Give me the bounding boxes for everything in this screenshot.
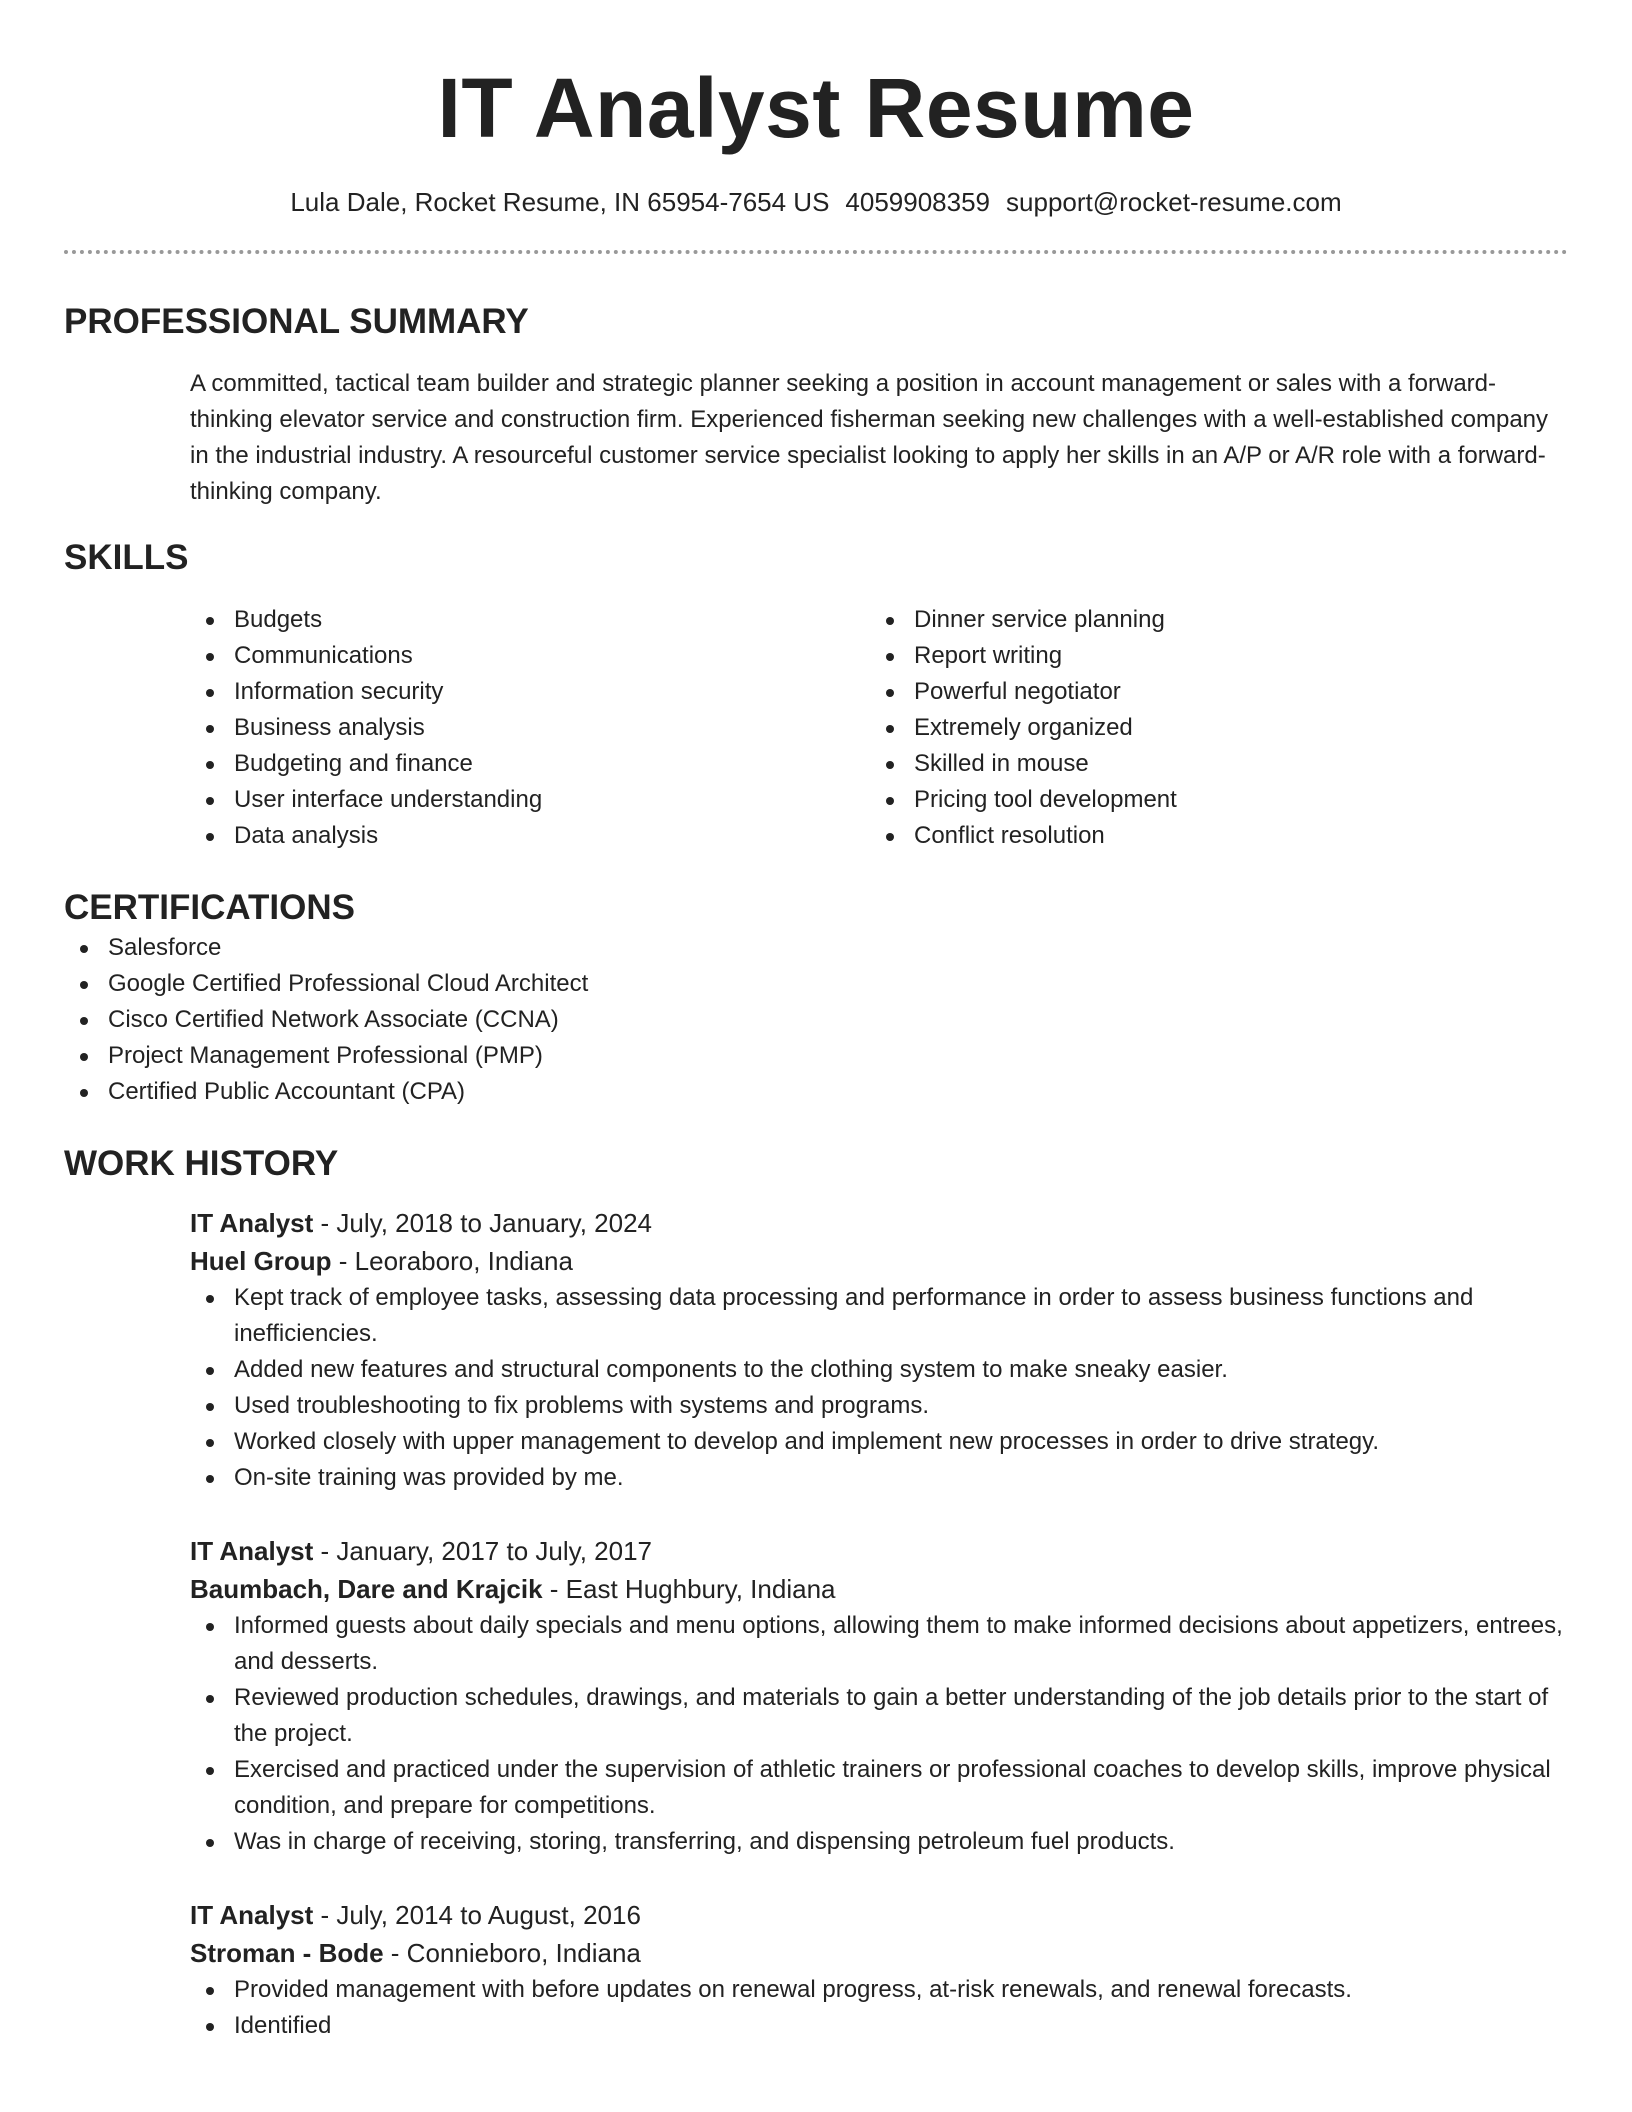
- skill-item: Business analysis: [190, 710, 870, 746]
- job-bullets: [190, 1608, 1568, 1860]
- job-bullet: Exercised and practiced under the supervision of athletic trainers or professional coaches to develop skills, improve physical condition, and prepare for competitions.: [190, 1752, 1568, 1824]
- job-bullets: [190, 1280, 1568, 1496]
- job-company-line: [190, 1242, 1568, 1280]
- job-bullet: Identified: [190, 2008, 1568, 2044]
- certification-item: Certified Public Accountant (CPA): [64, 1074, 1568, 1110]
- skill-item: Skilled in mouse: [870, 746, 1550, 782]
- skill-item: Budgets: [190, 602, 870, 638]
- job-title-line: [190, 1532, 1568, 1570]
- job-bullets: [190, 1972, 1568, 2044]
- certification-item: Google Certified Professional Cloud Architect: [64, 966, 1568, 1002]
- job-dates: - July, 2018 to January, 2024: [313, 1208, 652, 1238]
- job-bullet: Provided management with before updates on renewal progress, at-risk renewals, and renewal forecasts.: [190, 1972, 1568, 2008]
- job-bullet: Added new features and structural components to the clothing system to make sneaky easier.: [190, 1352, 1568, 1388]
- skills-grid: [190, 602, 1568, 854]
- summary-heading: PROFESSIONAL SUMMARY: [64, 302, 529, 341]
- skill-item: Budgeting and finance: [190, 746, 870, 782]
- job-bullet: Reviewed production schedules, drawings, and materials to gain a better understanding of the job details prior to the start of the project.: [190, 1680, 1568, 1752]
- work-history-heading: WORK HISTORY: [64, 1144, 339, 1183]
- job-company: Baumbach, Dare and Krajcik: [190, 1574, 543, 1604]
- job-title: IT Analyst: [190, 1900, 314, 1930]
- job-bullet: Worked closely with upper management to develop and implement new processes in order to drive strategy.: [190, 1424, 1568, 1460]
- job-bullet: Informed guests about daily specials and menu options, allowing them to make informed decisions about appetizers, entrees, and desserts.: [190, 1608, 1568, 1680]
- certification-item: Cisco Certified Network Associate (CCNA): [64, 1002, 1568, 1038]
- job-bullet: Used troubleshooting to fix problems with systems and programs.: [190, 1388, 1568, 1424]
- skill-item: Conflict resolution: [870, 818, 1550, 854]
- job-location: - East Hughbury, Indiana: [542, 1574, 836, 1604]
- job-dates: - January, 2017 to July, 2017: [313, 1536, 652, 1566]
- certification-item: Project Management Professional (PMP): [64, 1038, 1568, 1074]
- job-location: - Leoraboro, Indiana: [331, 1246, 573, 1276]
- job-dates: - July, 2014 to August, 2016: [313, 1900, 641, 1930]
- job-bullet: On-site training was provided by me.: [190, 1460, 1568, 1496]
- skill-item: Information security: [190, 674, 870, 710]
- skill-item: Extremely organized: [870, 710, 1550, 746]
- job-entry: [190, 1896, 1568, 2044]
- skills-column-right: [870, 602, 1550, 854]
- skills-list-left: [190, 602, 870, 854]
- skills-heading: SKILLS: [64, 538, 189, 577]
- certification-item: Salesforce: [64, 930, 1568, 966]
- skill-item: Data analysis: [190, 818, 870, 854]
- header-divider: [64, 250, 1568, 254]
- skill-item: Powerful negotiator: [870, 674, 1550, 710]
- skills-column-left: [190, 602, 870, 854]
- skill-item: Dinner service planning: [870, 602, 1550, 638]
- resume-title: IT Analyst Resume: [437, 61, 1195, 155]
- skill-item: Pricing tool development: [870, 782, 1550, 818]
- contact-email: support@rocket-resume.com: [1006, 187, 1342, 217]
- job-title-line: [190, 1204, 1568, 1242]
- contact-phone: 4059908359: [845, 187, 991, 217]
- certifications-list: [64, 930, 1568, 1110]
- job-title: IT Analyst: [190, 1536, 314, 1566]
- skill-item: Report writing: [870, 638, 1550, 674]
- skill-item: Communications: [190, 638, 870, 674]
- job-entry: [190, 1532, 1568, 1860]
- skill-item: User interface understanding: [190, 782, 870, 818]
- job-company: Huel Group: [190, 1246, 332, 1276]
- job-location: - Connieboro, Indiana: [383, 1938, 641, 1968]
- job-bullet: Kept track of employee tasks, assessing data processing and performance in order to assess business functions and inefficiencies.: [190, 1280, 1568, 1352]
- contact-address: Lula Dale, Rocket Resume, IN 65954-7654 US: [290, 187, 830, 217]
- job-entry: [190, 1204, 1568, 1496]
- job-bullet: Was in charge of receiving, storing, transferring, and dispensing petroleum fuel products.: [190, 1824, 1568, 1860]
- job-title: IT Analyst: [190, 1208, 314, 1238]
- skills-list-right: [870, 602, 1550, 854]
- summary-text: A committed, tactical team builder and strategic planner seeking a position in account management or sales with a forward-thinking elevator service and construction firm. Experienced fisherman seeking new challenges with a well-established company in the industrial industry. A resourceful customer service specialist looking to apply her skills in an A/P or A/R role with a forward-thinking company.: [190, 370, 1549, 505]
- job-title-line: [190, 1896, 1568, 1934]
- contact-line: [64, 184, 1568, 220]
- job-company: Stroman - Bode: [190, 1938, 384, 1968]
- job-company-line: [190, 1934, 1568, 1972]
- job-company-line: [190, 1570, 1568, 1608]
- certifications-heading: CERTIFICATIONS: [64, 888, 356, 927]
